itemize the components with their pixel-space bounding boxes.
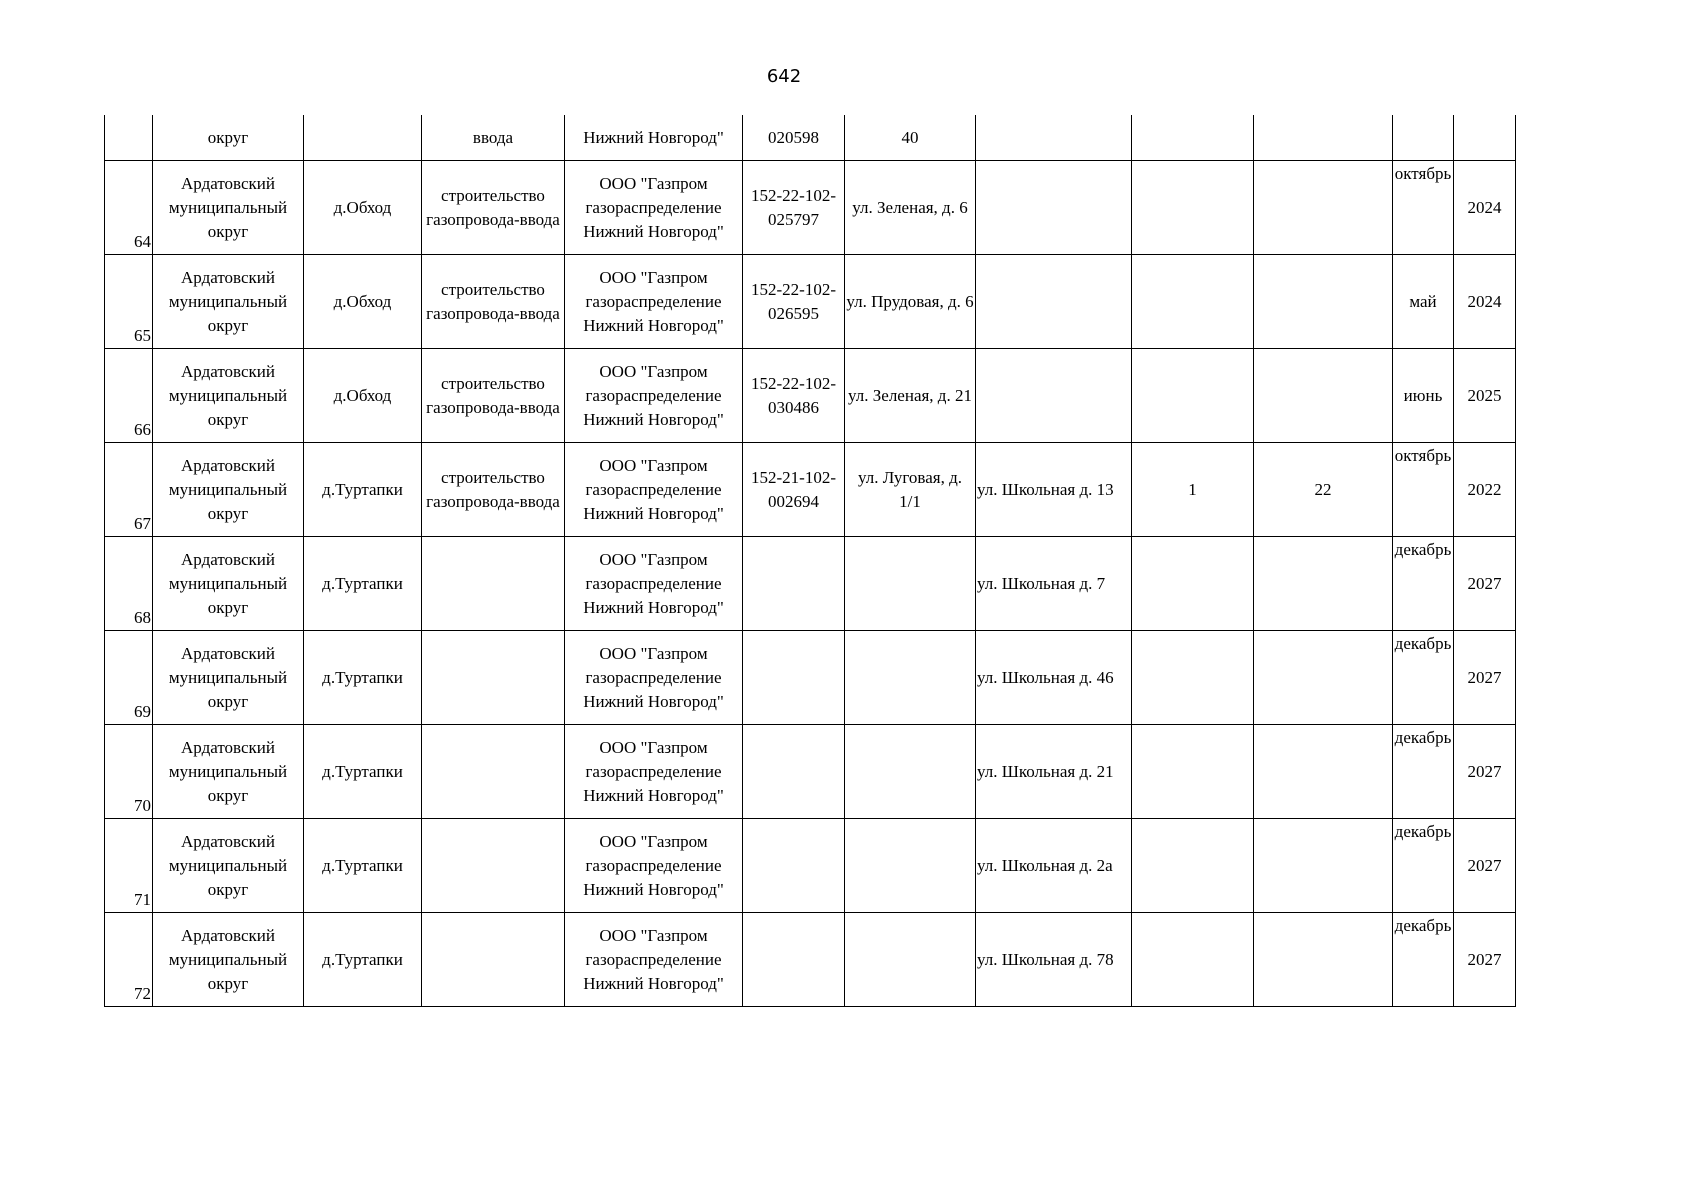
cell-work — [422, 819, 565, 913]
cell-address — [845, 631, 976, 725]
cell-n1 — [1132, 115, 1254, 161]
cell-work: строительство газопровода-ввода — [422, 255, 565, 349]
cell-n2 — [1254, 913, 1393, 1007]
cell-n2 — [1254, 115, 1393, 161]
cell-org: ООО "Газпром газораспределение Нижний Новгород" — [565, 631, 743, 725]
cell-address: ул. Зеленая, д. 6 — [845, 161, 976, 255]
cell-org: ООО "Газпром газораспределение Нижний Новгород" — [565, 349, 743, 443]
cell-n1 — [1132, 161, 1254, 255]
table-row — [105, 631, 1516, 725]
table-row — [105, 819, 1516, 913]
cell-work: ввода — [422, 115, 565, 161]
cell-work — [422, 537, 565, 631]
cell-n1 — [1132, 631, 1254, 725]
cell-village: д.Туртапки — [304, 443, 422, 537]
cell-code — [743, 725, 845, 819]
cell-village: д.Обход — [304, 161, 422, 255]
cell-address: ул. Зеленая, д. 21 — [845, 349, 976, 443]
cell-n1 — [1132, 537, 1254, 631]
cell-n2 — [1254, 161, 1393, 255]
cell-month: декабрь — [1393, 631, 1454, 725]
cell-org: Нижний Новгород" — [565, 115, 743, 161]
cell-village: д.Туртапки — [304, 913, 422, 1007]
cell-district: Ардатовский муниципальный округ — [153, 443, 304, 537]
cell-address — [845, 913, 976, 1007]
cell-village — [304, 115, 422, 161]
cell-num: 65 — [105, 255, 153, 349]
cell-num: 66 — [105, 349, 153, 443]
cell-n1 — [1132, 349, 1254, 443]
cell-district: Ардатовский муниципальный округ — [153, 537, 304, 631]
cell-address2: ул. Школьная д. 78 — [976, 913, 1132, 1007]
cell-village: д.Обход — [304, 255, 422, 349]
cell-work: строительство газопровода-ввода — [422, 349, 565, 443]
cell-num: 72 — [105, 913, 153, 1007]
cell-address2 — [976, 115, 1132, 161]
cell-village: д.Обход — [304, 349, 422, 443]
cell-district: Ардатовский муниципальный округ — [153, 255, 304, 349]
cell-address2: ул. Школьная д. 13 — [976, 443, 1132, 537]
cell-month: июнь — [1393, 349, 1454, 443]
cell-district: Ардатовский муниципальный округ — [153, 349, 304, 443]
cell-n1 — [1132, 255, 1254, 349]
cell-district: Ардатовский муниципальный округ — [153, 161, 304, 255]
cell-address2: ул. Школьная д. 46 — [976, 631, 1132, 725]
cell-work: строительство газопровода-ввода — [422, 161, 565, 255]
page-number: 642 — [766, 66, 802, 87]
cell-address2 — [976, 349, 1132, 443]
cell-year: 2027 — [1454, 725, 1516, 819]
cell-year: 2022 — [1454, 443, 1516, 537]
table-row — [105, 537, 1516, 631]
gasification-table — [104, 115, 1516, 1007]
cell-work — [422, 913, 565, 1007]
cell-n2 — [1254, 537, 1393, 631]
cell-year: 2027 — [1454, 631, 1516, 725]
cell-address2 — [976, 255, 1132, 349]
cell-year: 2024 — [1454, 255, 1516, 349]
cell-month — [1393, 115, 1454, 161]
cell-month: октябрь — [1393, 443, 1454, 537]
cell-work — [422, 725, 565, 819]
table-row — [105, 725, 1516, 819]
cell-year — [1454, 115, 1516, 161]
cell-num: 70 — [105, 725, 153, 819]
cell-address2: ул. Школьная д. 21 — [976, 725, 1132, 819]
table-row — [105, 913, 1516, 1007]
cell-n2 — [1254, 255, 1393, 349]
cell-n2 — [1254, 725, 1393, 819]
cell-work — [422, 631, 565, 725]
cell-district: Ардатовский муниципальный округ — [153, 913, 304, 1007]
table-row-continued — [105, 115, 1516, 161]
cell-address: ул. Луговая, д. 1/1 — [845, 443, 976, 537]
cell-address2 — [976, 161, 1132, 255]
cell-village: д.Туртапки — [304, 631, 422, 725]
cell-village: д.Туртапки — [304, 537, 422, 631]
cell-org: ООО "Газпром газораспределение Нижний Новгород" — [565, 725, 743, 819]
cell-code: 152-22-102-026595 — [743, 255, 845, 349]
cell-code: 152-22-102-025797 — [743, 161, 845, 255]
cell-month: декабрь — [1393, 913, 1454, 1007]
cell-work: строительство газопровода-ввода — [422, 443, 565, 537]
cell-month: декабрь — [1393, 537, 1454, 631]
cell-address: ул. Прудовая, д. 6 — [845, 255, 976, 349]
table-row — [105, 161, 1516, 255]
cell-n2 — [1254, 819, 1393, 913]
cell-year: 2025 — [1454, 349, 1516, 443]
cell-district: Ардатовский муниципальный округ — [153, 725, 304, 819]
cell-org: ООО "Газпром газораспределение Нижний Новгород" — [565, 819, 743, 913]
cell-district: округ — [153, 115, 304, 161]
cell-month: декабрь — [1393, 725, 1454, 819]
cell-n1 — [1132, 913, 1254, 1007]
cell-code: 152-22-102-030486 — [743, 349, 845, 443]
table-row — [105, 349, 1516, 443]
cell-village: д.Туртапки — [304, 819, 422, 913]
cell-org: ООО "Газпром газораспределение Нижний Новгород" — [565, 913, 743, 1007]
cell-org: ООО "Газпром газораспределение Нижний Новгород" — [565, 443, 743, 537]
cell-month: октябрь — [1393, 161, 1454, 255]
table-row — [105, 255, 1516, 349]
cell-code: 020598 — [743, 115, 845, 161]
cell-address2: ул. Школьная д. 2а — [976, 819, 1132, 913]
cell-code: 152-21-102-002694 — [743, 443, 845, 537]
cell-district: Ардатовский муниципальный округ — [153, 819, 304, 913]
cell-district: Ардатовский муниципальный округ — [153, 631, 304, 725]
cell-year: 2027 — [1454, 819, 1516, 913]
cell-n1 — [1132, 819, 1254, 913]
cell-n1: 1 — [1132, 443, 1254, 537]
cell-num: 64 — [105, 161, 153, 255]
cell-address — [845, 537, 976, 631]
cell-month: май — [1393, 255, 1454, 349]
cell-org: ООО "Газпром газораспределение Нижний Новгород" — [565, 537, 743, 631]
cell-num — [105, 115, 153, 161]
cell-org: ООО "Газпром газораспределение Нижний Новгород" — [565, 161, 743, 255]
cell-year: 2027 — [1454, 537, 1516, 631]
cell-code — [743, 537, 845, 631]
cell-address: 40 — [845, 115, 976, 161]
cell-org: ООО "Газпром газораспределение Нижний Новгород" — [565, 255, 743, 349]
cell-num: 67 — [105, 443, 153, 537]
cell-num: 69 — [105, 631, 153, 725]
table-row — [105, 443, 1516, 537]
cell-address — [845, 725, 976, 819]
cell-address2: ул. Школьная д. 7 — [976, 537, 1132, 631]
cell-code — [743, 819, 845, 913]
cell-year: 2024 — [1454, 161, 1516, 255]
cell-n1 — [1132, 725, 1254, 819]
cell-num: 71 — [105, 819, 153, 913]
cell-month: декабрь — [1393, 819, 1454, 913]
cell-address — [845, 819, 976, 913]
cell-village: д.Туртапки — [304, 725, 422, 819]
cell-n2 — [1254, 349, 1393, 443]
cell-year: 2027 — [1454, 913, 1516, 1007]
cell-n2 — [1254, 631, 1393, 725]
cell-num: 68 — [105, 537, 153, 631]
cell-n2: 22 — [1254, 443, 1393, 537]
cell-code — [743, 631, 845, 725]
cell-code — [743, 913, 845, 1007]
